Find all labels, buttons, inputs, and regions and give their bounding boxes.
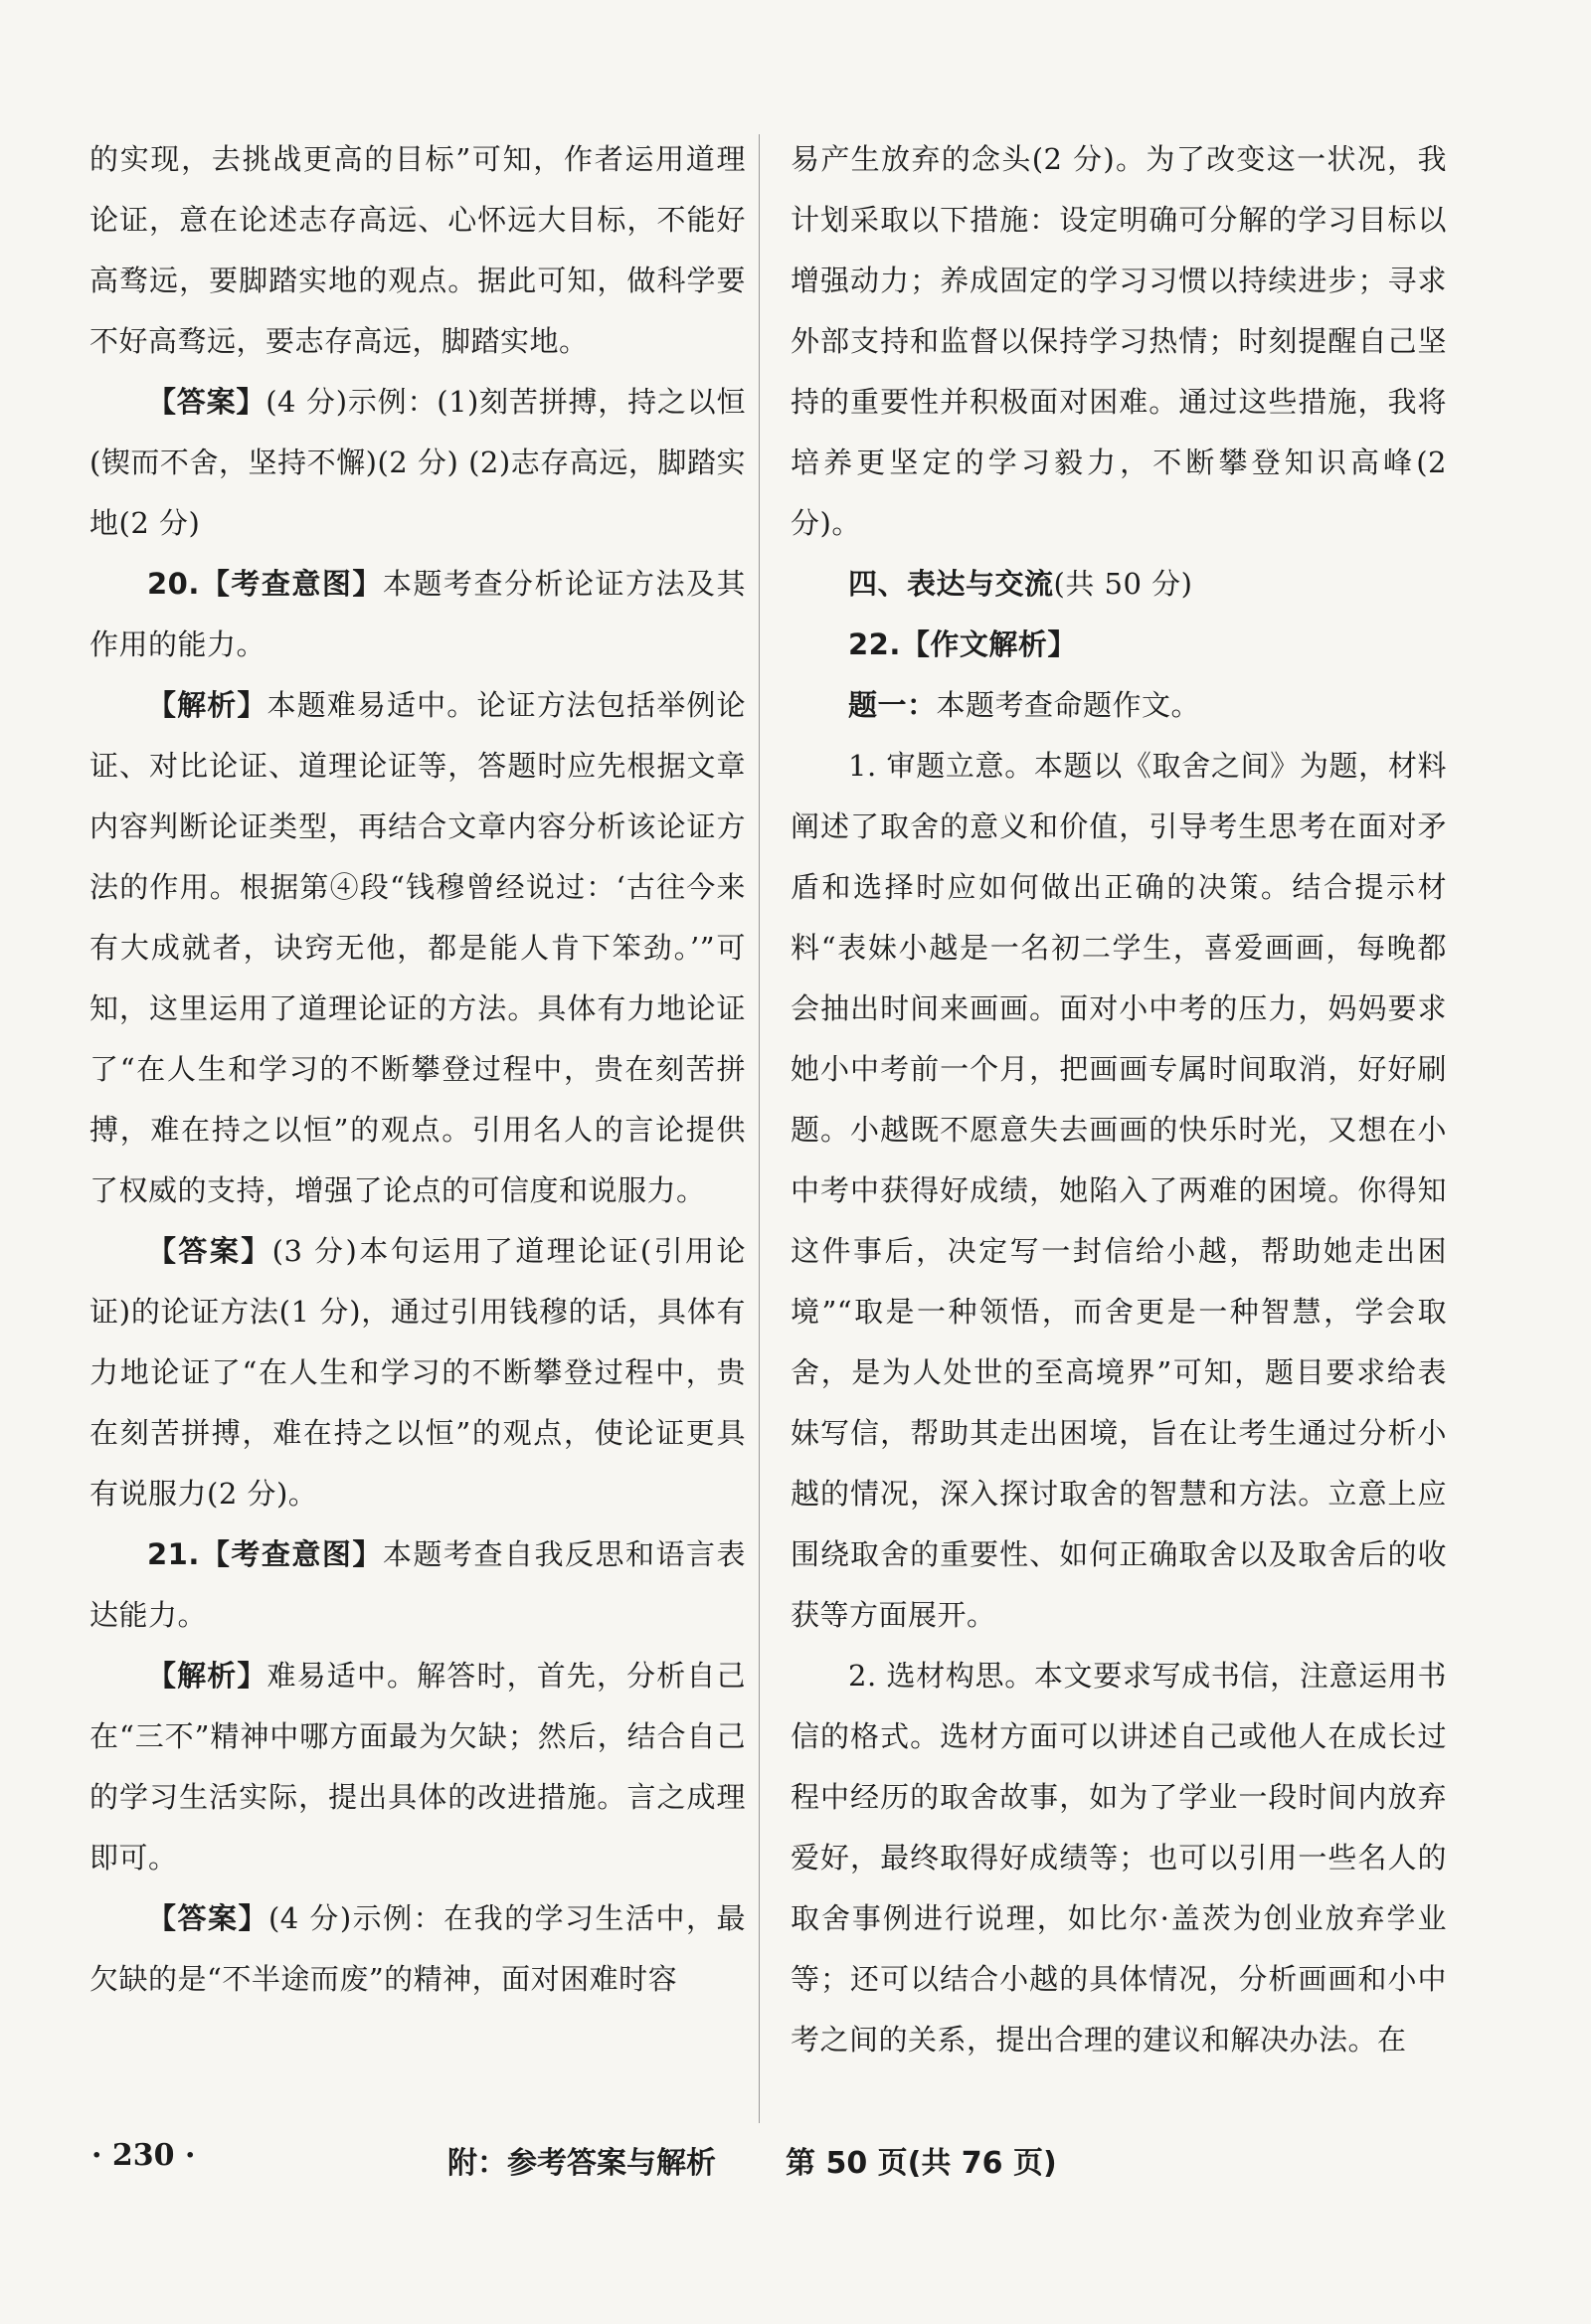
- intent-tag: 【考查意图】: [199, 1537, 383, 1571]
- answer-tag: 【答案】: [147, 385, 266, 419]
- footer-title: 附：参考答案与解析: [447, 2146, 716, 2181]
- page-number: · 230 ·: [91, 2138, 196, 2173]
- q19-answer-text: (4 分)示例：(1)刻苦拼搏，持之以恒(锲而不舍，坚持不懈)(2 分) (2)志存高远，脚踏实地(2 分): [89, 385, 746, 540]
- q21-analysis-text: 难易适中。解答时，首先，分析自己在“三不”精神中哪方面最为欠缺；然后，结合自己的学习生活实际，提出具体的改进措施。言之成理即可。: [89, 1659, 746, 1875]
- q20-answer-text: (3 分)本句运用了道理论证(引用论证)的论证方法(1 分)，通过引用钱穆的话，具体有力地论证了“在人生和学习的不断攀登过程中，贵在刻苦拼搏，难在持之以恒”的观点，使论证更具有说服力(2 分)。: [89, 1234, 746, 1511]
- right-column: [791, 129, 1447, 2070]
- q20-intent-text: 本题考查分析论证方法及其作用的能力。: [89, 567, 746, 661]
- q21-intent-text: 本题考查自我反思和语言表达能力。: [89, 1537, 746, 1632]
- section-title: 四、表达与交流: [848, 567, 1054, 601]
- q22-heading: [791, 615, 1447, 675]
- topic-one: [791, 675, 1447, 736]
- answer-tag: 【答案】: [147, 1901, 268, 1935]
- q21-intent: [89, 1524, 746, 1646]
- section-points: (共 50 分): [1053, 567, 1193, 601]
- q20-analysis-text: 本题难易适中。论证方法包括举例论证、对比论证、道理论证等，答题时应先根据文章内容判断论证类型，再结合文章内容分析该论证方法的作用。根据第④段“钱穆曾经说过：‘古往今来有大成就者，诀窍无他，都是能人肯下笨劲。’”可知，这里运用了道理论证的方法。具体有力地论证了“在人生和学习的不断攀登过程中，贵在刻苦拼搏，难在持之以恒”的观点。引用名人的言论提供了权威的支持，增强了论点的可信度和说服力。: [89, 688, 746, 1207]
- q21-answer-text: (4 分)示例：在我的学习生活中，最欠缺的是“不半途而废”的精神，面对困难时容: [89, 1901, 746, 1996]
- analysis-tag: 【解析】: [147, 688, 267, 722]
- q20-answer: [89, 1221, 746, 1524]
- left-column: [89, 129, 746, 2010]
- question-number: 20.: [147, 567, 200, 601]
- q20-intent: [89, 554, 746, 675]
- answer-tag: 【答案】: [147, 1234, 272, 1268]
- page-footer: [0, 2138, 1591, 2188]
- analysis-tag: 【解析】: [147, 1659, 267, 1693]
- question-number: 21.: [147, 1537, 200, 1571]
- essay-theme-analysis: 1. 审题立意。本题以《取舍之间》为题，材料阐述了取舍的意义和价值，引导考生思考在面对矛盾和选择时应如何做出正确的决策。结合提示材料“表妹小越是一名初二学生，喜爱画画，每晚都会抽出时间来画画。面对小中考的压力，妈妈要求她小中考前一个月，把画画专属时间取消，好好刷题。小越既不愿意失去画画的快乐时光，又想在小中考中获得好成绩，她陷入了两难的困境。你得知这件事后，决定写一封信给小越，帮助她走出困境”“取是一种领悟，而舍更是一种智慧，学会取舍，是为人处世的至高境界”可知，题目要求给表妹写信，帮助其走出困境，旨在让考生通过分析小越的情况，深入探讨取舍的智慧和方法。立意上应围绕取舍的重要性、如何正确取舍以及取舍后的收获等方面展开。: [791, 749, 1447, 1632]
- topic-text: 本题考查命题作文。: [936, 688, 1201, 722]
- section-heading: [791, 554, 1447, 615]
- q19-analysis-end: 的实现，去挑战更高的目标”可知，作者运用道理论证，意在论述志存高远、心怀远大目标，不能好高骛远，要脚踏实地的观点。据此可知，做科学要不好高骛远，要志存高远，脚踏实地。: [89, 142, 746, 358]
- q21-answer: [89, 1888, 746, 2010]
- q21-analysis: [89, 1646, 746, 1888]
- intent-tag: 【考查意图】: [199, 567, 383, 601]
- column-divider: [759, 134, 760, 2123]
- essay-material-analysis: 2. 选材构思。本文要求写成书信，注意运用书信的格式。选材方面可以讲述自己或他人在成长过程中经历的取舍故事，如为了学业一段时间内放弃爱好，最终取得好成绩等；也可以引用一些名人的取舍事例进行说理，如比尔·盖茨为创业放弃学业等；还可以结合小越的具体情况，分析画画和小中考之间的关系，提出合理的建议和解决办法。在: [791, 1659, 1447, 2056]
- footer-page-info: 第 50 页(共 76 页): [786, 2146, 1057, 2181]
- q19-answer: [89, 372, 746, 554]
- q20-analysis: [89, 675, 746, 1221]
- question-number: 22.: [848, 627, 901, 661]
- essay-analysis-tag: 【作文解析】: [900, 627, 1077, 661]
- topic-label: 题一：: [848, 688, 937, 722]
- q21-answer-continued: 易产生放弃的念头(2 分)。为了改变这一状况，我计划采取以下措施：设定明确可分解的学习目标以增强动力；养成固定的学习习惯以持续进步；寻求外部支持和监督以保持学习热情；时刻提醒自己坚持的重要性并积极面对困难。通过这些措施，我将培养更坚定的学习毅力，不断攀登知识高峰(2 分)。: [791, 142, 1447, 540]
